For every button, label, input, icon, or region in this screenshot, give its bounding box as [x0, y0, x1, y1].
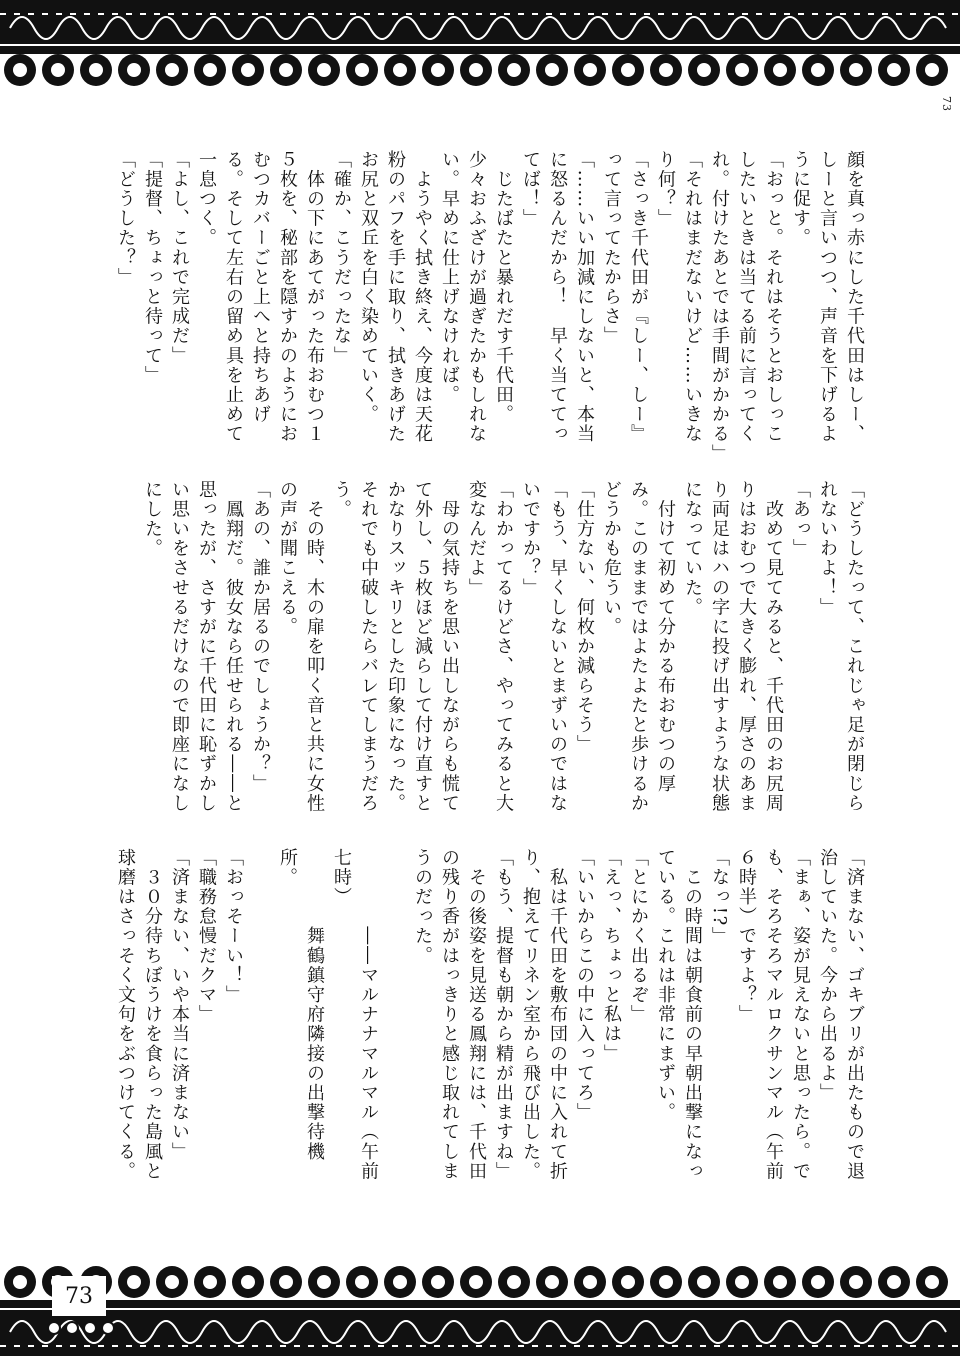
text-line: 舞鶴鎮守府隣接の出撃待機所。 [277, 848, 325, 1162]
text-line: 改めて見てみると、千代田のお尻周りはおむつで大きく膨れ、厚さのあまり両足はハの字に投げ出すような状態になっていた。 [682, 480, 784, 814]
text-line: 鳳翔だ。彼女なら任せられる――と思ったが、さすがに千代田に恥ずかしい思いをさせるだけなので即座になしにした。 [142, 480, 244, 814]
lace-border-bottom [0, 1252, 960, 1356]
text-line: 「えっ、ちょっと私は」 [601, 848, 622, 1064]
text-line: 「なっ!?」 [709, 848, 730, 947]
text-line: 「よし、これで完成だ」 [169, 150, 190, 366]
text-tier-top [112, 150, 868, 464]
text-line: 「どうした？」 [115, 150, 136, 288]
text-line: 「さっき千代田が『しー、しー』って言ってたからさ」 [601, 150, 649, 444]
text-line: 「まぁ、姿が見えないと思ったら。でも、そろそろマルロクサンマル（午前６時半）ですよ？」 [736, 848, 811, 1182]
text-line: 付けて初めて分かる布おむつの厚み。このままではよたよたと歩けるかどうかも危うい。 [601, 480, 676, 814]
text-line: ――マルナナマルマル（午前七時） [331, 848, 379, 1182]
text-line: その時、木の扉を叩く音と共に女性の声が聞こえる。 [277, 480, 325, 814]
text-line: 「いいからこの中に入ってろ」 [574, 848, 595, 1123]
text-line: 顔を真っ赤にした千代田はしー、しーと言いつつ、声音を下げるように促す。 [790, 150, 865, 444]
text-line [247, 848, 274, 1200]
text-line: 「仕方ない、何枚か減らそう」 [574, 480, 595, 755]
text-line: 「あっ」 [790, 480, 811, 559]
text-line: この時間は朝食前の早朝出撃になっている。これは非常にまずい。 [655, 848, 703, 1182]
text-line: 「……いい加減にしないと、本当に怒るんだから！ 早く当ててってば！」 [520, 150, 595, 444]
page-number: 73 [65, 1283, 93, 1309]
text-line: 「とにかく出るぞ」 [628, 848, 649, 1025]
text-tier-middle [139, 480, 868, 832]
text-line: 私は千代田を敷布団の中に入れて折り、抱えてリネン室から飛び出した。 [520, 848, 568, 1182]
text-line: 「確か、こうだったな」 [331, 150, 352, 366]
text-line: 「職務怠慢だクマ」 [196, 848, 217, 1025]
text-line: 「おっそーい！」 [223, 848, 244, 1005]
text-line: 「もう、提督も朝から精が出ますね」 [493, 848, 514, 1182]
text-line: 体の下にあてがった布おむつ１５枚を、秘部を隠すかのようにおむつカバーごと上へと持ちあげる。そして左右の留め具を止めて一息つく。 [196, 150, 325, 444]
text-line: 「済まない、いや本当に済まない」 [169, 848, 190, 1162]
text-line: じたばたと暴れだす千代田。少々おふざけが過ぎたかもしれない。早めに仕上げなければ。 [439, 150, 514, 444]
text-tier-bottom [112, 848, 868, 1200]
flower-dots-ornament [44, 1318, 116, 1338]
text-line: 「済まない、ゴキブリが出たもので退治していた。今から出るよ」 [817, 848, 865, 1182]
text-line: 「それはまだないけど……いきなり何？」 [655, 150, 703, 444]
text-line: 母の気持ちを思い出しながらも慌てて外し、５枚ほど減らして付け直すとかなりスッキリとした印象になった。それでも中破したらバレてしまうだろう。 [331, 480, 460, 814]
text-line: ３０分待ちぼうけを食らった島風と球磨はさっそく文句をぶつけてくる。 [115, 848, 163, 1182]
text-line: その後姿を見送る鳳翔には、千代田の残り香がはっきりと感じ取れてしまうのだった。 [412, 848, 487, 1182]
text-line: 「おっと。それはそうとおしっこしたいときは当てる前に言ってくれ。付けたあとでは手間がかかる」 [709, 150, 784, 464]
text-line [382, 848, 409, 1200]
folio-small: 73 [940, 96, 953, 112]
text-line: 「わかってるけどさ、やってみると大変なんだよ」 [466, 480, 514, 814]
text-line: ようやく拭き終え、今度は天花粉のパフを手に取り、拭きあげたお尻と双丘を白く染めていく。 [358, 150, 433, 444]
page-number-badge [52, 1276, 106, 1316]
text-line: 「あの、誰か居るのでしょうか？」 [250, 480, 271, 794]
text-line: 「提督、ちょっと待って」 [142, 150, 163, 386]
lace-border-top [0, 0, 960, 100]
text-line: 「どうしたって、これじゃ足が閉じられないわよ！」 [817, 480, 865, 814]
text-line: 「もう、早くしないとまずいのではないですか？」 [520, 480, 568, 814]
